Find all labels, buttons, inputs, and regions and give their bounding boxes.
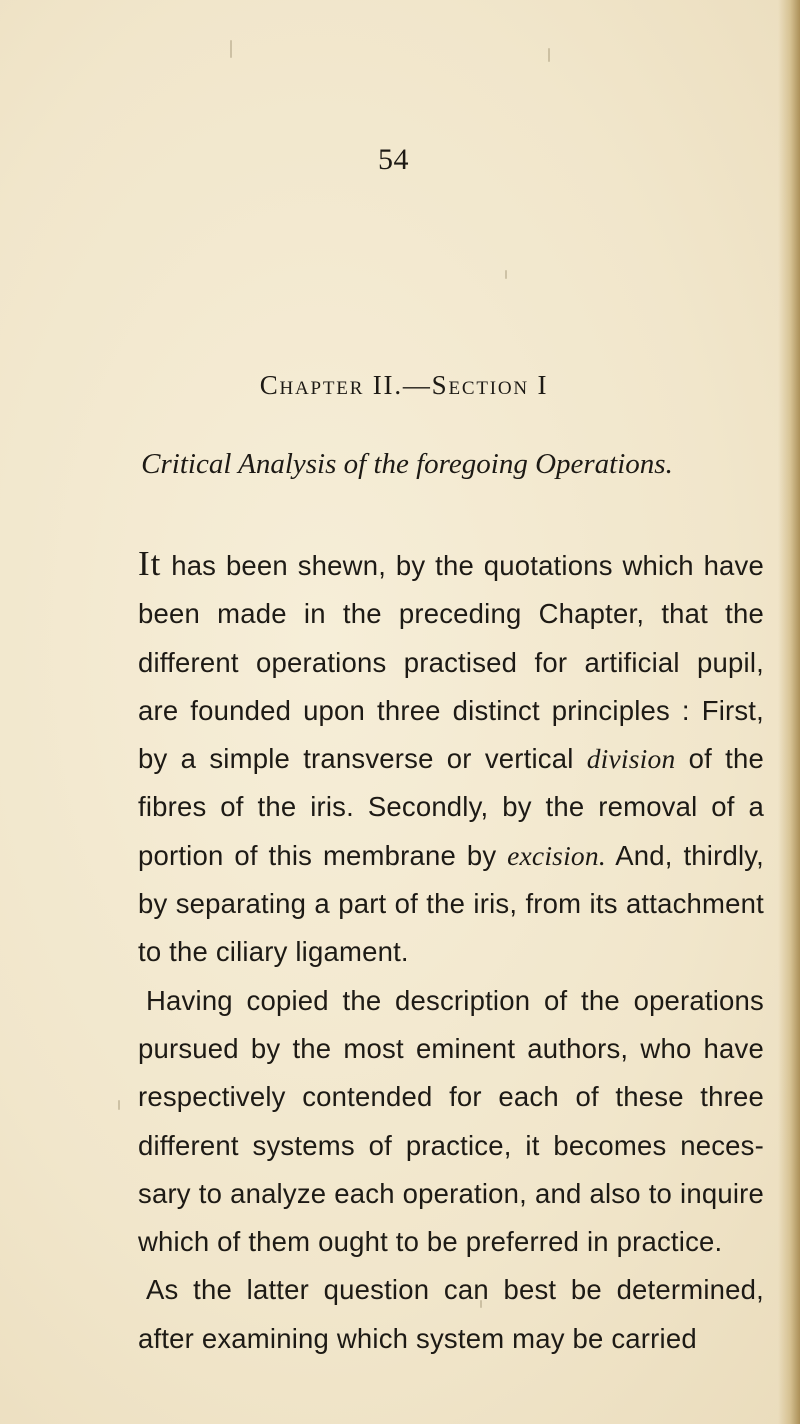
paper-speck	[118, 1100, 120, 1110]
paragraph-3: As the latter question can best be determined, after examining which system may be carried	[138, 1274, 764, 1354]
paragraph-2: Having copied the description of the operations pursued by the most eminent authors, who have respectively contended for each of these three different systems of practice, it becomes neces- sary to analyze each operation, and also to inquire which of them ought to be preferred in practice.	[138, 984, 764, 1258]
body-text	[138, 540, 764, 1363]
paragraph-1-segment-1: has been shewn, by the quotations which have been made in the preceding Chapter, that the different operations practised for artificial pupil, are founded upon three distinct principles : First, by a simple transverse or vertical	[138, 550, 764, 775]
paper-speck	[548, 48, 550, 62]
dropcap: It	[138, 544, 162, 583]
chapter-heading: Chapter II.—Section I	[259, 370, 549, 400]
page-edge-shadow	[778, 0, 800, 1424]
paragraph-1	[138, 540, 764, 977]
paragraph-1-segment-2: of the fibres of the iris. Secondly, by the removal of a portion of this membrane by	[138, 743, 764, 871]
paper-speck	[230, 40, 232, 58]
paragraph-1-segment-3: And, thirdly, by separating a part of the iris, from its attachment to the ciliary ligament.	[138, 839, 765, 968]
page-number: 54	[378, 143, 409, 176]
italic-term-excision: excision.	[507, 839, 606, 871]
section-subtitle: Critical Analysis of the foregoing Operations.	[141, 448, 673, 480]
paper-speck	[505, 270, 507, 279]
italic-term-division: division	[586, 743, 676, 775]
